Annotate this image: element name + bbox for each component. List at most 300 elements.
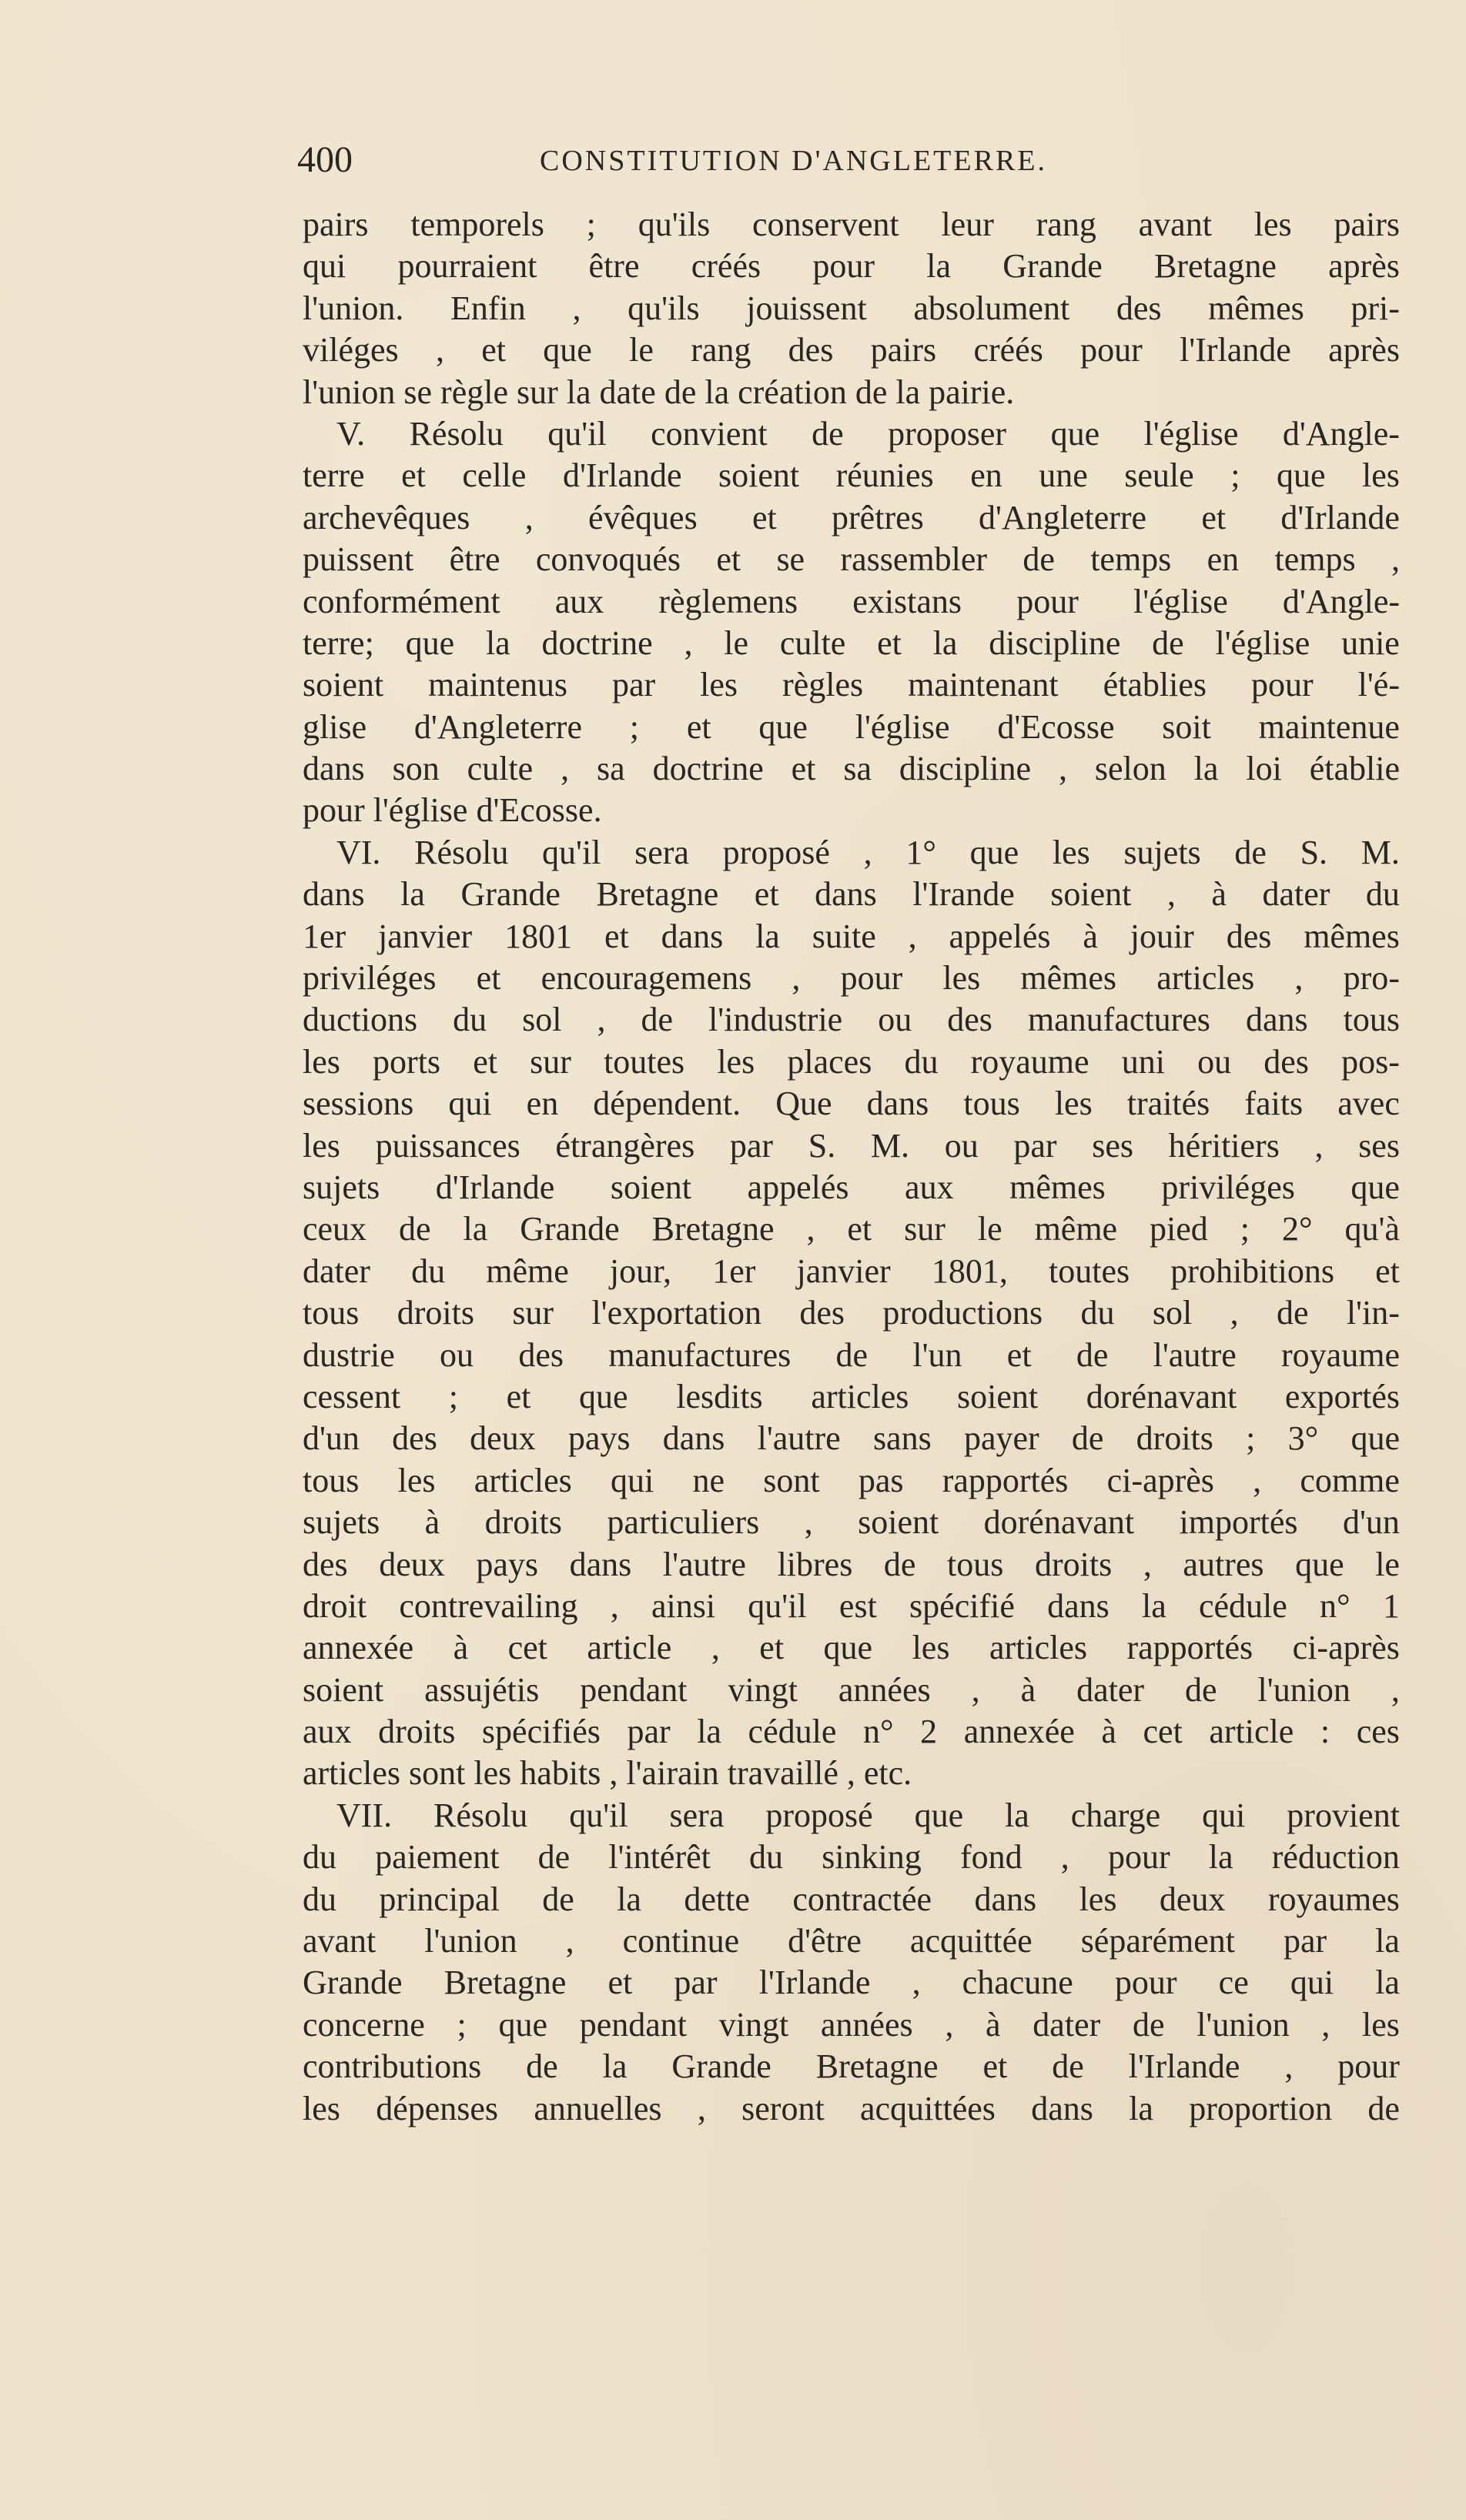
word: n° [1320, 1586, 1351, 1625]
word: exportés [1284, 1377, 1400, 1415]
word: à [986, 2005, 1001, 2044]
word: et [473, 1042, 497, 1081]
word: , [609, 1754, 618, 1793]
word: , [524, 498, 534, 536]
word: règles [782, 666, 864, 704]
text-line [303, 1418, 1400, 1459]
word: de [526, 2047, 558, 2086]
word: janvier [796, 1252, 891, 1290]
word: , [971, 1670, 980, 1709]
word: Grande [1002, 247, 1103, 286]
word: VI. [336, 833, 381, 871]
word: qu'ils [638, 206, 711, 243]
word: , [846, 1754, 855, 1793]
word: la [705, 373, 730, 411]
word: ainsi [651, 1586, 716, 1625]
word: l'Irlande [758, 1964, 871, 2002]
word: en [1207, 540, 1240, 579]
word: , [1060, 1838, 1069, 1877]
word: M. [1361, 833, 1400, 871]
word: ou [878, 1001, 912, 1039]
word: archevêques [303, 498, 470, 536]
word: dans [1031, 2089, 1093, 2127]
word: viléges [303, 331, 399, 369]
word: droits [378, 1713, 456, 1751]
word: établie [1309, 750, 1400, 788]
word: sol [1152, 1294, 1193, 1332]
word: articles [811, 1377, 909, 1415]
word: 2 [920, 1713, 938, 1751]
word: unie [1341, 623, 1400, 662]
word: 3° [1287, 1419, 1319, 1458]
word: d'Irlande [1280, 498, 1400, 536]
word: proposé [722, 833, 830, 871]
word: des [1116, 289, 1162, 327]
word: la [932, 623, 958, 662]
word: ou [1197, 1042, 1232, 1081]
word: les [700, 666, 738, 704]
word: dans [815, 875, 877, 914]
word: héritiers [1168, 1126, 1280, 1165]
word: Résolu [414, 833, 509, 871]
word: et [759, 1629, 785, 1667]
word: article [1209, 1713, 1294, 1751]
word: soient [718, 456, 800, 495]
word: mêmes [1304, 917, 1400, 955]
word: et [604, 917, 629, 955]
word: prêtres [832, 498, 924, 536]
word: , [792, 959, 801, 998]
word: dorénavant [1086, 1377, 1237, 1415]
text-line [303, 1586, 1400, 1627]
word: continue [622, 1922, 740, 1960]
word: et [716, 540, 741, 579]
word: 1er [303, 917, 346, 955]
word: l'industrie [708, 1001, 843, 1039]
word: , [1143, 1545, 1152, 1583]
word: les [1052, 833, 1090, 871]
text-line [303, 1795, 1400, 1837]
word: faits [1244, 1085, 1304, 1123]
word: l'exportation [591, 1294, 761, 1332]
word: du [411, 1252, 446, 1290]
word: 1801, [931, 1252, 1008, 1290]
word: assujétis [424, 1670, 540, 1709]
word: établies [1103, 666, 1207, 704]
text-line [303, 1502, 1400, 1543]
word: du [453, 1001, 487, 1039]
text-line [303, 664, 1400, 706]
word: pendant [580, 1670, 688, 1709]
word: du [303, 1880, 336, 1918]
word: sur [512, 1294, 554, 1332]
word: Grande [520, 1210, 620, 1248]
word: seule [1124, 456, 1194, 495]
word: dépendent. [593, 1085, 741, 1123]
word: sont [763, 1461, 820, 1499]
word: que [1050, 414, 1100, 453]
word: toutes [604, 1042, 685, 1081]
word: Grande [671, 2047, 771, 2086]
word: absolument [913, 289, 1070, 327]
word: et [791, 750, 816, 788]
word: ci-après [1106, 1461, 1214, 1499]
text-line [303, 1837, 1400, 1878]
word: mêmes [1009, 1168, 1106, 1206]
word: les [474, 1754, 512, 1793]
word: , [1294, 959, 1304, 998]
word: cessent [303, 1377, 401, 1415]
word: droits [1035, 1545, 1113, 1583]
word: V. [336, 414, 366, 453]
word: Enfin [450, 289, 526, 327]
word: , [804, 1503, 813, 1542]
word: convient [651, 414, 768, 453]
word: que [914, 1796, 964, 1834]
word: pays [476, 1545, 539, 1583]
word: le [1375, 1545, 1400, 1583]
word: annexée [963, 1713, 1075, 1751]
word: l'airain [626, 1754, 719, 1793]
word: se [776, 540, 805, 579]
word: Résolu [409, 414, 504, 453]
word: qu'ils [628, 289, 700, 327]
word: charge [1070, 1796, 1161, 1834]
text-line [303, 1335, 1400, 1376]
word: les [1054, 1085, 1093, 1123]
word: pour [1114, 1964, 1177, 2002]
word: l'un [912, 1335, 962, 1374]
word: , [711, 1629, 720, 1667]
word: pour [303, 791, 365, 830]
word: , [565, 1922, 574, 1960]
word: de [835, 1335, 869, 1374]
word: Que [775, 1085, 832, 1123]
word: et [607, 1964, 633, 2002]
word: dans [974, 1880, 1037, 1918]
text-line [303, 539, 1400, 580]
word: contributions [303, 2047, 482, 2086]
text-line [303, 497, 1400, 539]
word: Grande [460, 875, 561, 914]
word: par [627, 1713, 671, 1751]
word: libres [777, 1545, 853, 1583]
word: productions [882, 1294, 1043, 1332]
word: 1801 [504, 917, 573, 955]
word: dans [1047, 1586, 1110, 1625]
word: etc. [863, 1754, 912, 1793]
word: être [449, 540, 500, 579]
word: jouir [1130, 917, 1194, 955]
word: proportion [1189, 2089, 1333, 2127]
word: que [579, 1377, 628, 1415]
word: mêmes [1020, 959, 1117, 998]
word: droit [303, 1586, 367, 1625]
word: et [506, 1377, 531, 1415]
word: , [908, 917, 917, 955]
page-number: 400 [297, 139, 353, 180]
word: ; [1240, 1210, 1250, 1248]
word: provient [1287, 1796, 1400, 1834]
word: seront [741, 2089, 825, 2127]
word: qui [611, 1461, 654, 1499]
word: ses [1358, 1126, 1400, 1165]
word: à [453, 1629, 469, 1667]
word: par [1284, 1922, 1327, 1960]
word: annexée [303, 1629, 414, 1667]
word: le [977, 1210, 1002, 1248]
word: que [543, 331, 592, 369]
word: les [303, 1126, 340, 1165]
word: règle [440, 373, 508, 411]
word: et [751, 498, 777, 536]
word: l'intérêt [608, 1838, 711, 1877]
word: les [1362, 456, 1400, 495]
text-line [303, 1041, 1400, 1083]
word: puissent [303, 540, 414, 579]
word: appelés [949, 917, 1051, 955]
word: les [303, 2089, 340, 2127]
word: soit [1162, 707, 1211, 746]
text-line [303, 2046, 1400, 2087]
word: avant [303, 1922, 377, 1960]
text-line [303, 288, 1400, 329]
word: rapportés [942, 1461, 1069, 1499]
word: dater [1262, 875, 1330, 914]
word: sont [409, 1754, 466, 1793]
word: l'union [1197, 2005, 1290, 2044]
word: pour [1080, 331, 1143, 369]
word: pourraient [397, 247, 537, 286]
word: avant [1138, 206, 1212, 243]
word: que [1351, 1419, 1400, 1458]
word: l'union [424, 1922, 517, 1960]
word: sur [904, 1210, 946, 1248]
word: soient [610, 1168, 691, 1206]
word: dans [661, 917, 724, 955]
text-line [303, 916, 1400, 958]
word: qu'il [569, 1796, 628, 1834]
word: l'église [855, 707, 950, 746]
page-header [297, 137, 1394, 183]
word: rang [691, 331, 751, 369]
word: autres [1183, 1545, 1264, 1583]
word: avec [1337, 1085, 1400, 1123]
word: d'un [1342, 1503, 1400, 1542]
word: les [1362, 2005, 1400, 2044]
word: dépenses [376, 2089, 499, 2127]
word: existans [852, 582, 962, 620]
word: à [424, 1503, 440, 1542]
word: fond [959, 1838, 1023, 1877]
word: création [738, 373, 847, 411]
word: années [838, 1670, 931, 1709]
word: pour [1016, 582, 1079, 620]
word: ci-après [1292, 1629, 1400, 1667]
word: sujets [1123, 833, 1201, 871]
word: l'union [303, 373, 396, 411]
word: dans [303, 750, 365, 788]
word: soient [957, 1377, 1039, 1415]
word: dater [1033, 2005, 1101, 2044]
word: une [1039, 456, 1088, 495]
word: à [1211, 875, 1227, 914]
word: proposé [765, 1796, 873, 1834]
word: ductions [303, 1001, 418, 1039]
word: l'in- [1346, 1294, 1400, 1332]
word: des [303, 1545, 348, 1583]
word: étrangères [555, 1126, 695, 1165]
word: soient [1050, 875, 1132, 914]
word: , [1166, 875, 1176, 914]
word: qu'il [547, 414, 607, 453]
text-line [303, 1962, 1400, 2004]
word: la [1193, 750, 1219, 788]
word: et [877, 623, 902, 662]
word: la [463, 1210, 488, 1248]
word: tous [947, 1545, 1004, 1583]
word: vingt [718, 2005, 789, 2044]
word: S. [808, 1126, 836, 1165]
word: du [1080, 1294, 1115, 1332]
word: que [498, 2005, 547, 2044]
word: par [729, 1126, 774, 1165]
text-line [303, 2004, 1400, 2046]
word: des [799, 1294, 845, 1332]
word: du [749, 1838, 784, 1877]
word: des [1226, 917, 1272, 955]
word: de [1052, 2047, 1084, 2086]
word: articles [1156, 959, 1255, 998]
word: acquittée [909, 1922, 1033, 1960]
word: doctrine [541, 623, 653, 662]
word: sa [596, 750, 625, 788]
word: convoqués [535, 540, 681, 579]
word: royaume [970, 1042, 1089, 1081]
word: la [602, 2047, 628, 2086]
word: ; [457, 2005, 467, 2044]
word: de [1071, 1419, 1104, 1458]
word: articles [989, 1629, 1087, 1667]
word: dans [866, 1085, 929, 1123]
word: spécifié [909, 1586, 1015, 1625]
word: pri- [1351, 289, 1400, 327]
word: glise [303, 707, 367, 746]
word: la [697, 1713, 721, 1751]
word: sur [530, 1042, 571, 1081]
word: comme [1300, 1461, 1400, 1499]
word: , [1391, 1670, 1400, 1709]
word: pour [840, 959, 903, 998]
word: l'église [373, 791, 468, 830]
word: l'église [1215, 623, 1310, 662]
text-line [303, 581, 1400, 623]
text-line [303, 372, 1400, 413]
word: l'union [1257, 1670, 1351, 1709]
text-line [303, 455, 1400, 496]
word: dater [1076, 1670, 1145, 1709]
word: l'union. [303, 289, 404, 327]
word: les [912, 1629, 950, 1667]
text-line [303, 1125, 1400, 1167]
word: du [303, 1838, 336, 1877]
word: en [970, 456, 1002, 495]
word: , [1230, 1294, 1239, 1332]
word: suite [812, 917, 876, 955]
word: être [588, 247, 640, 286]
word: de [883, 1545, 916, 1583]
word: deux [470, 1419, 536, 1458]
word: , [1058, 750, 1067, 788]
word: l'Irlande [1128, 2047, 1240, 2086]
word: des [1264, 1042, 1309, 1081]
word: d'Angle- [1282, 414, 1400, 453]
word: que [823, 1629, 873, 1667]
word: pays [567, 1419, 631, 1458]
word: dans [662, 1419, 725, 1458]
word: vingt [728, 1670, 798, 1709]
word: , [1391, 540, 1400, 579]
text-line [303, 1544, 1400, 1586]
word: Grande [303, 1964, 403, 2002]
word: et [1201, 498, 1227, 536]
word: sujets [303, 1168, 380, 1206]
word: proposer [888, 414, 1007, 453]
word: date [599, 373, 656, 411]
word: , [1314, 1126, 1324, 1165]
word: , [610, 1586, 619, 1625]
word: qui [1202, 1796, 1246, 1834]
word: doctrine [652, 750, 764, 788]
text-line [303, 999, 1400, 1041]
word: soient [858, 1503, 939, 1542]
word: pos- [1341, 1042, 1400, 1081]
word: et [476, 959, 501, 998]
word: soient [303, 1670, 384, 1709]
word: de [1076, 1335, 1109, 1374]
text-line [303, 1251, 1400, 1292]
word: temporels [410, 206, 544, 243]
text-line [303, 1753, 1400, 1794]
word: , [435, 331, 444, 369]
word: , [912, 1964, 921, 2002]
word: conformément [303, 582, 500, 620]
word: que [405, 623, 455, 662]
word: jour, [609, 1252, 672, 1290]
word: rang [1036, 206, 1096, 243]
word: les [1079, 1880, 1117, 1918]
word: à [1101, 1713, 1116, 1751]
word: loi [1246, 750, 1282, 788]
word: à [1020, 1670, 1036, 1709]
word: et [847, 1210, 872, 1248]
word: de [399, 1210, 431, 1248]
word: maintenant [908, 666, 1059, 704]
word: VII. [336, 1796, 393, 1834]
word: S. [1300, 833, 1328, 871]
word: la [1208, 1838, 1233, 1877]
word: l'église [1143, 414, 1239, 453]
word: toutes [1049, 1252, 1130, 1290]
text-line [303, 1208, 1400, 1250]
text-line [303, 1292, 1400, 1334]
word: les [303, 1042, 340, 1081]
word: de [537, 1838, 571, 1877]
word: particuliers [607, 1503, 760, 1542]
word: du [904, 1042, 939, 1081]
word: spécifiés [481, 1713, 601, 1751]
word: dustrie [303, 1335, 395, 1374]
